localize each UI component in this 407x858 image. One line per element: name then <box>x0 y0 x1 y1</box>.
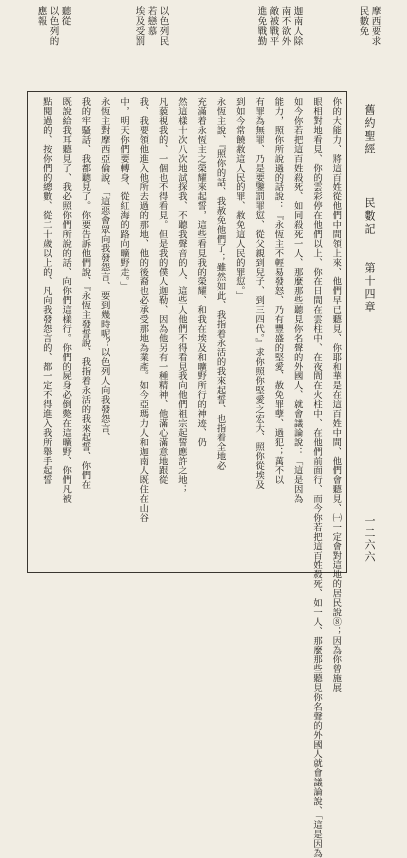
text-column: 你的大能力、將這百姓從他們中間領上來、他們早已聽見、你耶和華是在這百姓中間、他們會聽見、㈠一定會對這地的居民說⑧；因為你曾施展 <box>330 97 342 693</box>
margin-note-text: 敵被戰平 <box>267 6 279 46</box>
page-number: 一二六六 <box>363 515 376 563</box>
margin-note-2a <box>292 6 302 46</box>
text-column: 凡藐視我的、一個也不得看見。但是我的僕人迦勒、因為他另有一種精神、他滿心滿意地跟從 <box>156 97 168 485</box>
book-title: 舊約聖經 <box>363 104 376 156</box>
margin-note-text: 進免戰勤 <box>255 6 267 46</box>
margin-note-text: 摩西要求 <box>369 6 381 46</box>
text-column: 有罪為無罪、乃是要鑒罰罪愆、從父親到兒子、到三四代。』求你照你堅愛之宏大、照你從埃及 <box>253 97 265 490</box>
margin-note-text: 民數免 <box>357 6 369 36</box>
text-column: 既說給我耳聽見了、我必照你們所說的話、向你們這樣行。你們的屍身必倒斃在這曠野、你們凡被 <box>60 97 72 504</box>
text-column: 永恆主說、『照你的話、我赦免他們了；雖然如此、我指着永活的我來起誓、也指着全地必 <box>214 97 226 471</box>
text-column: 永恆主對摩西亞倫說、「這惡會眾向我發怨言、要到幾時呢？以色列人向我發怨言、 <box>98 97 110 442</box>
margin-note-1b <box>358 6 368 36</box>
margin-note-3b <box>146 6 156 36</box>
text-column: 中，明天你們要轉身、從紅海的路向曠野走。」 <box>117 97 129 291</box>
section-title: 民數記 <box>363 197 376 236</box>
margin-note-4b <box>48 6 58 46</box>
margin-note-2c <box>268 6 278 46</box>
text-column: 然這樣十次八次地試探我、不聽我聲音的人、這些人他們不得看見我向他們祖宗起誓應許之地； <box>175 97 187 494</box>
text-column: 到如今常饒赦這人民的罪、赦免這人民的罪愆。」 <box>233 97 245 301</box>
margin-note-text: 以色列民 <box>157 6 169 46</box>
text-column: 充滿着永恆主之榮耀來起誓，這些看見我的榮耀、和我在埃及和曠野所行的神迹、仍 <box>195 97 207 447</box>
margin-note-3a <box>158 6 168 46</box>
margin-note-1 <box>370 6 380 46</box>
margin-note-2b <box>280 6 290 46</box>
margin-note-text: 若戀慕 <box>145 6 157 36</box>
margin-note-4c <box>36 6 46 26</box>
text-column: 能力，照你所說過的話說：『永恆主不輕易發怒、乃有豐盛的堅愛、赦免罪孽、過犯；萬不以 <box>272 97 284 485</box>
chapter-title: 第十四章 <box>363 262 376 314</box>
margin-note-3c <box>134 6 144 46</box>
text-column: 點閱過的、按你們的總數、從二十歲以上的、凡向我發怨言的、都一定不得進入我所舉手起誓 <box>40 97 52 485</box>
margin-note-text: 迦南人除 <box>291 6 303 46</box>
margin-note-4a <box>60 6 70 26</box>
text-column: 如今你若把這百姓殺死、如同殺死一人、那麼那些聽見你名聲的外國人、就會議論說：「這是因為 <box>291 97 303 504</box>
margin-note-text: 應報 <box>35 6 47 26</box>
text-column: 我、我要領他進入他所去過的那地、他的後裔也必承受那地為業產。如今亞瑪力人和迦南人既住在山谷 <box>137 97 149 523</box>
margin-note-2d <box>256 6 266 46</box>
margin-note-text: 埃及受罰 <box>133 6 145 46</box>
margin-note-text: 聽從 <box>59 6 71 26</box>
text-column: 眼相對地看見、你的雲彩停在他們以上、你在日間在雲柱中、在夜間在火柱中、在他們前面行、而今你若把這百姓殺死、如一人、那麼那些聽見你名聲的外國人就會議論說、「這是因為 <box>310 97 322 858</box>
margin-note-text: 以色列的 <box>47 6 59 46</box>
text-column: 我的牢騷話、我都聽見了。你要告訴他們說、『永恆主發誓說、我指着永活的我來起誓、你們在 <box>79 97 91 490</box>
margin-note-text: 南不欲外 <box>279 6 291 46</box>
